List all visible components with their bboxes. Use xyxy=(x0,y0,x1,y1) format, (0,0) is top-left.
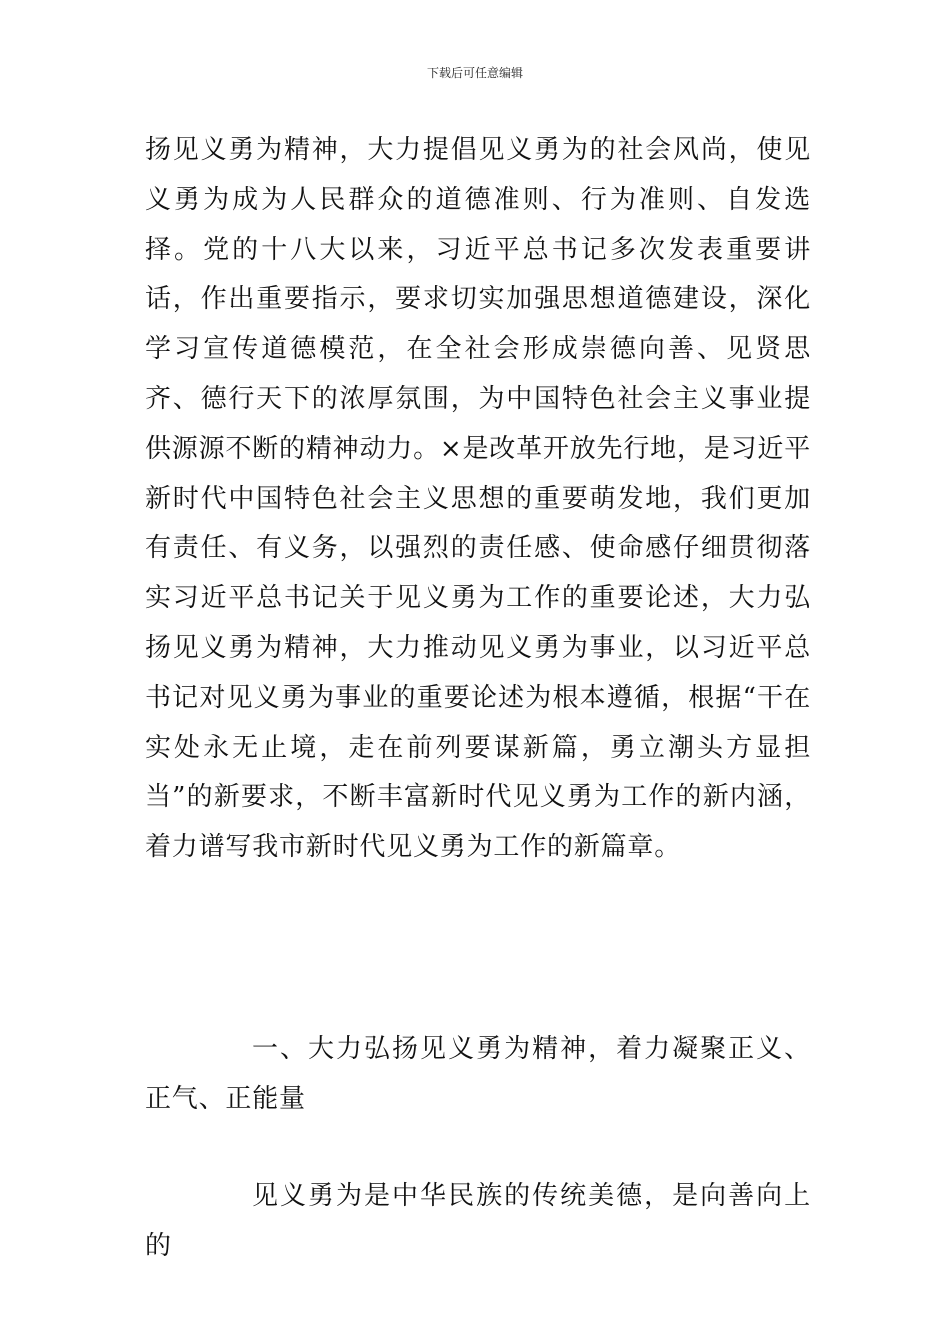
section-heading: 一、大力弘扬见义勇为精神，着力凝聚正义、正气、正能量 xyxy=(145,1034,811,1114)
body-paragraph: 见义勇为是中华民族的传统美德，是向善向上的 xyxy=(145,1181,811,1261)
body-paragraph: 扬见义勇为精神，大力提倡见义勇为的社会风尚，使见义勇为成为人民群众的道德准则、行为准则、自发选择。党的十八大以来，习近平总书记多次发表重要讲话，作出重要指示，要求切实加强思想道德建设，深化学习宣传道德模范，在全社会形成崇德向善、见贤思齐、德行天下的浓厚氛围，为中国特色社会主义事业提供源源不断的精神动力。×是改革开放先行地，是习近平新时代中国特色社会主义思想的重要萌发地，我们更加有责任、有义务，以强烈的责任感、使命感仔细贯彻落实习近平总书记关于见义勇为工作的重要论述，大力弘扬见义勇为精神，大力推动见义勇为事业，以习近平总书记对见义勇为事业的重要论述为根本遵循，根据“干在实处永无止境，走在前列要谋新篇，勇立潮头方显担当”的新要求，不断丰富新时代见义勇为工作的新内涵，着力谱写我市新时代见义勇为工作的新篇章。 xyxy=(145,135,811,863)
page-header-note: 下载后可任意编辑 xyxy=(426,66,523,80)
